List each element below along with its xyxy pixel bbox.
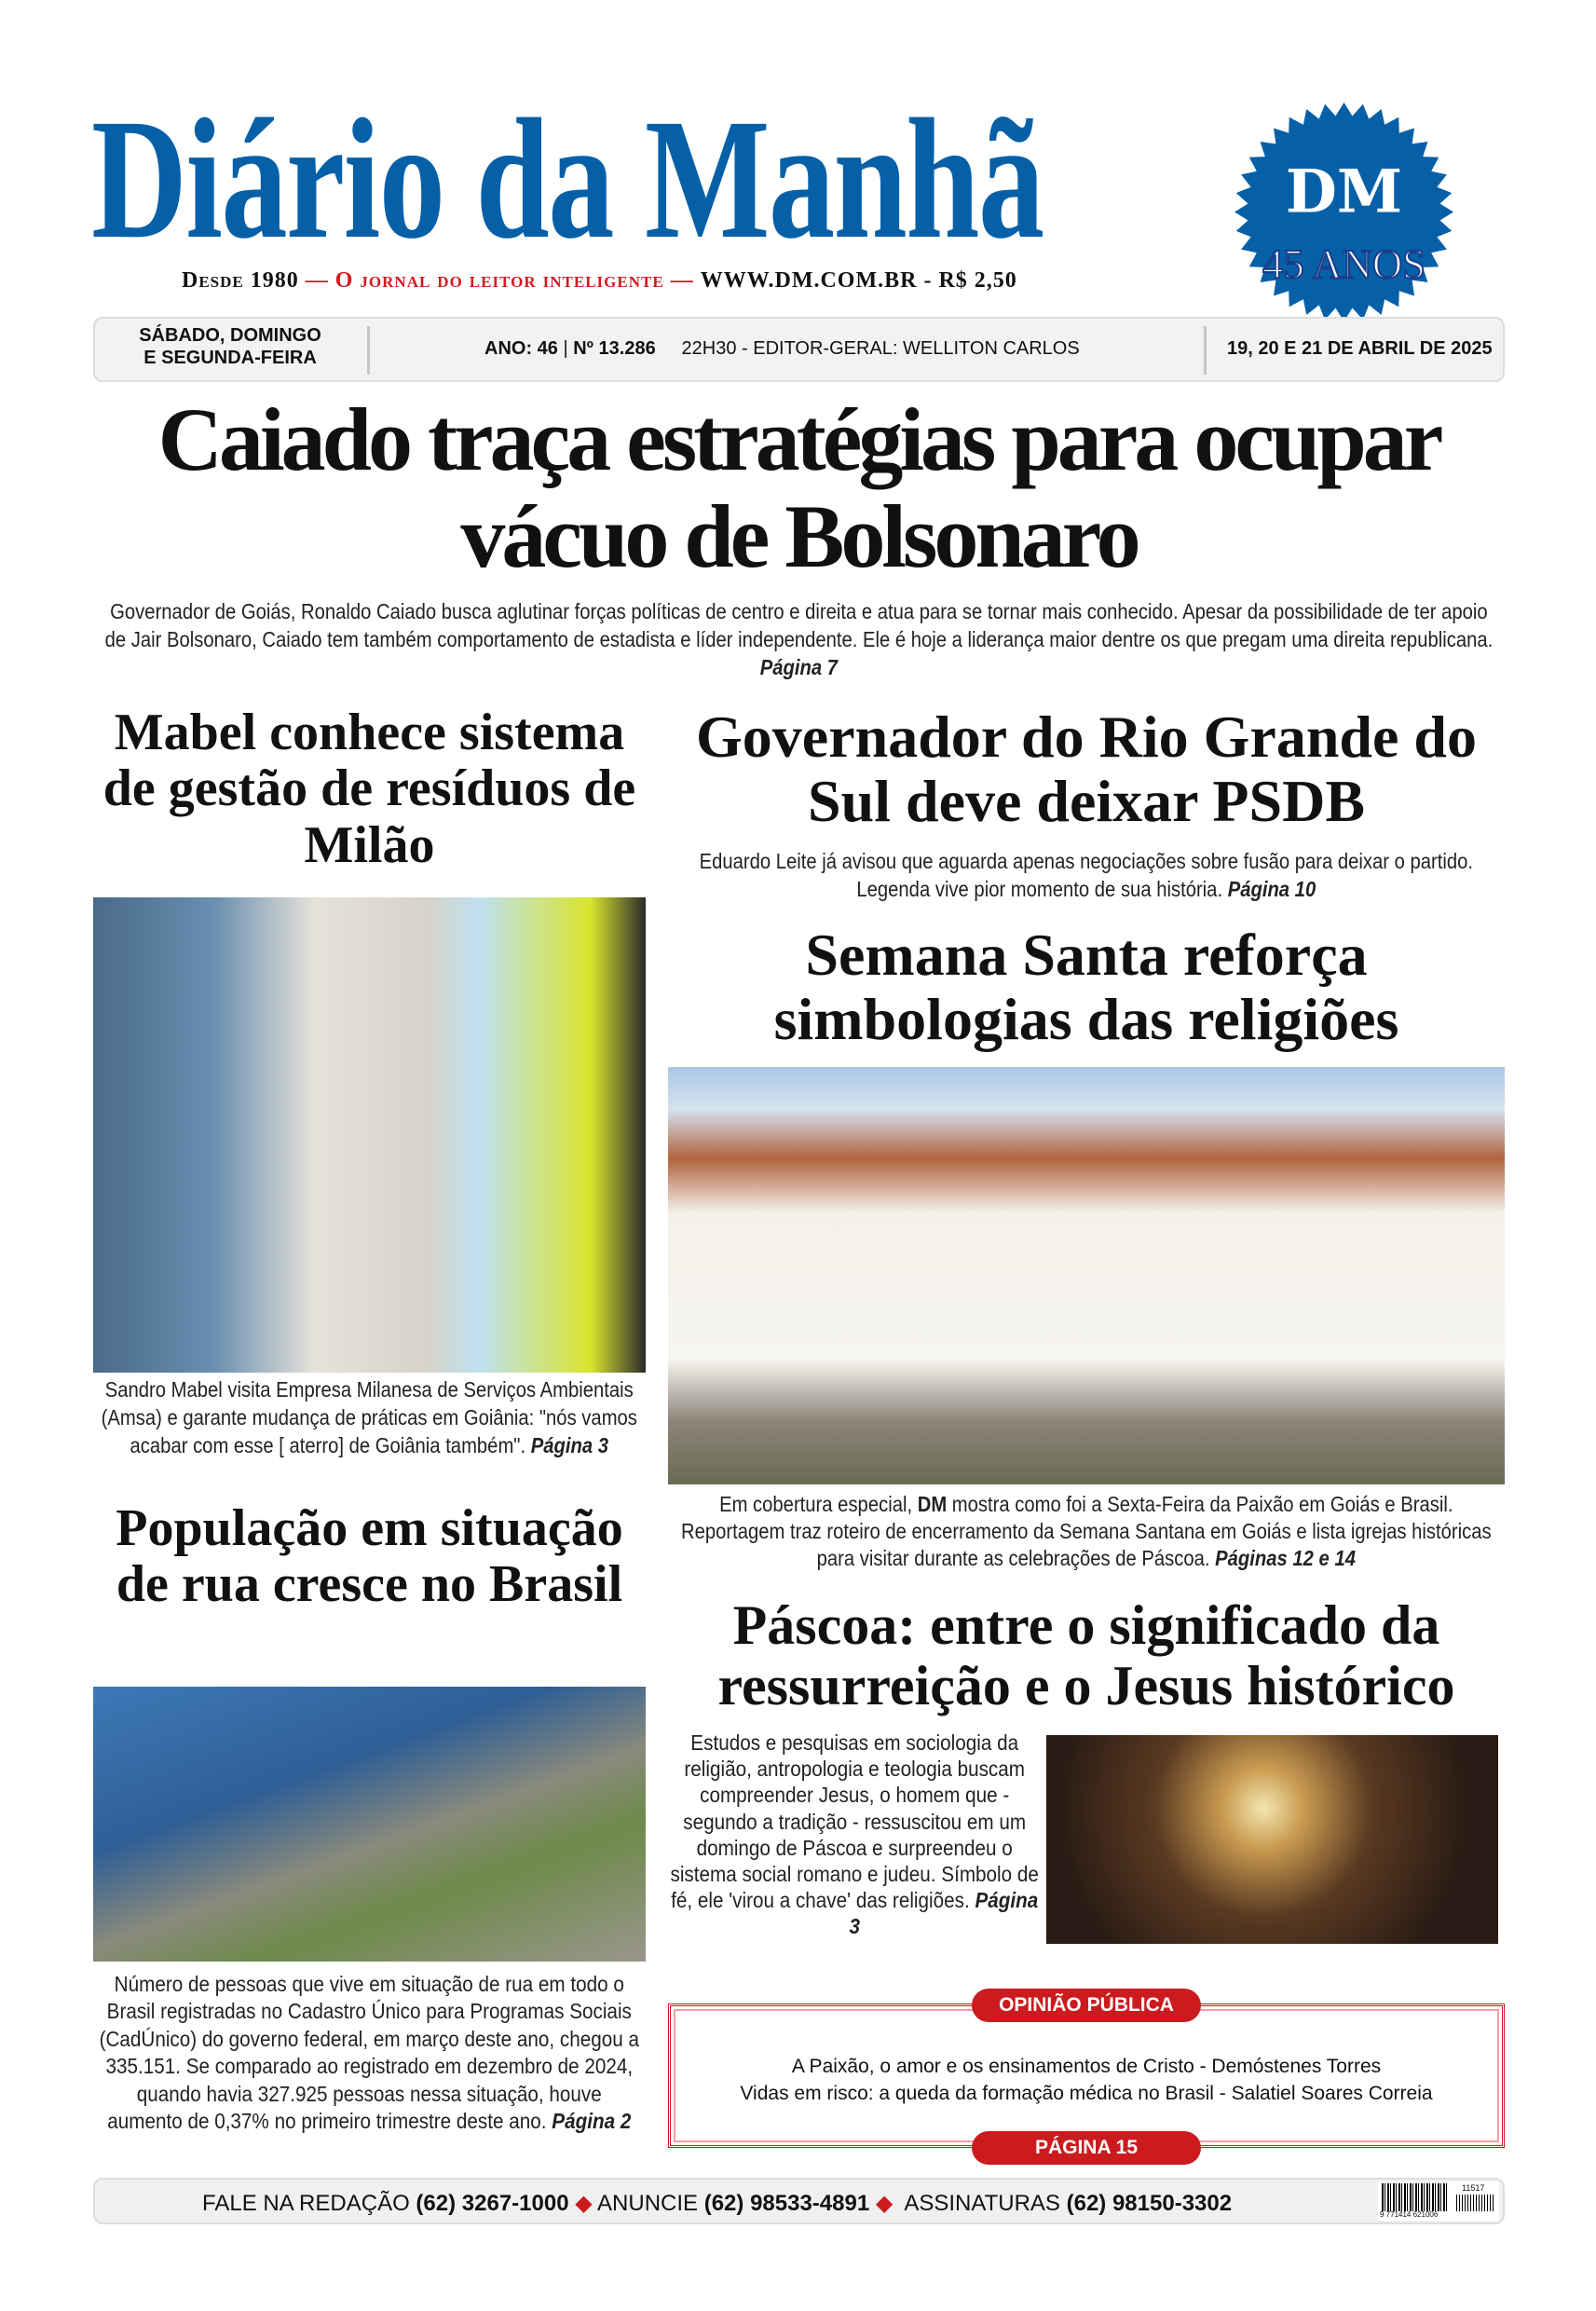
since-text: Desde 1980 [182,268,299,293]
story-caption [668,1491,1505,1571]
tagline [182,268,1017,294]
page-ref[interactable]: Página 3 [530,1432,608,1457]
subscriptions-phone[interactable]: (62) 98150-3302 [1066,2191,1233,2216]
days-line: SÁBADO, DOMINGO [139,325,321,346]
diamond-icon: ◆ [575,2191,593,2216]
opinion-page-ref[interactable]: PÁGINA 15 [972,2131,1201,2165]
issue-number: 13.286 [598,338,656,359]
main-deck [98,598,1500,682]
editor-name: WELLITON CARLOS [903,338,1080,359]
caption-text: Estudos e pesquisas em sociologia da religião, antropologia e teologia buscam compreender Jesus, o homem que - segundo a tradição - ressuscitou em um domingo de Páscoa e surpreendeu o sistema social romano e judeu. Símbolo de fé, ele 'virou a chave' das religiões. [670,1730,1039,1913]
dm-mention: DM [917,1492,948,1516]
issue-details: ANO: 46 | Nº 13.286 22H30 - EDITOR-GERAL: WELLITON CARLOS [484,338,1080,359]
edition-days [95,324,365,369]
opinion-list [671,2053,1502,2107]
story-headline[interactable]: População em situação de rua cresce no Brasil [116,1499,623,1614]
ads-phone[interactable]: (62) 98533-4891 [703,2191,870,2216]
newsroom-phone[interactable]: (62) 3267-1000 [416,2191,569,2216]
opinion-item[interactable]: A Paixão, o amor e os ensinamentos de Cristo - Demóstenes Torres [791,2056,1382,2077]
opinion-item[interactable]: Vidas em risco: a queda da formação médica no Brasil - Salatiel Soares Correia [740,2083,1433,2104]
main-headline[interactable]: Caiado traça estratégias para ocupar vácuo de Bolsonaro [157,390,1440,586]
diamond-icon: ◆ [875,2191,893,2216]
time: 22H30 [681,338,737,359]
caption-text: Eduardo Leite já avisou que aguarda apenas negociações sobre fusão para deixar o partido. Legenda vive pior momento de sua história. [699,849,1474,901]
editor-label: EDITOR-GERAL: [753,338,898,359]
page-ref[interactable]: Página 2 [552,2108,632,2133]
story-caption [98,1376,641,1460]
photo-resurrection [1046,1735,1498,1944]
caption-text: Número de pessoas que vive em situação de rua em todo o Brasil registradas no Cadastro Único para Programas Sociais (CadÚnico) do governo federal, em março deste ano, chegou a 335.151. Se comparado ao registrado em dezembro de 2024, quando havia 327.925 pessoas nessa situação, houve aumento de 0,37% no primeiro trimestre deste ano. [99,1972,639,2133]
divider [1204,326,1207,375]
motto: O jornal do leitor inteligente [334,268,664,293]
caption-text: mostra como foi a Sexta-Feira da Paixão em Goiás e Brasil. Reportagem traz roteiro de encerramento da Semana Santana em Goiás e lista igrejas históricas para visitar durante as celebrações de Páscoa. [680,1492,1492,1570]
opinion-box [668,2003,1505,2148]
issue-date: 19, 20 E 21 DE ABRIL DE 2025 [1227,338,1493,359]
story-caption [668,1730,1041,1940]
barcode [1378,2181,1499,2221]
story-caption [98,1971,641,2135]
year-label: ANO: [484,338,533,359]
masthead-logo: Diário da Manhã [91,84,1044,275]
contact-line [202,2190,1232,2217]
dash: — [663,268,701,293]
photo-mabel-visit [93,897,646,1373]
page-ref[interactable]: Página 3 [849,1888,1039,1939]
barcode-number: 9 771414 621006 [1380,2210,1439,2219]
story-headline[interactable]: Semana Santa reforça simbologias das religiões [773,922,1399,1053]
page-ref[interactable]: Página 7 [759,654,839,679]
days-line: E SEGUNDA-FEIRA [143,348,317,368]
footer-contact-bar [93,2178,1505,2224]
story-headline[interactable]: Governador do Rio Grande do Sul deve deixar PSDB [696,704,1477,835]
caption-text: Sandro Mabel visita Empresa Milanesa de Serviços Ambientais (Amsa) e garante mudança de práticas em Goiânia: "nós vamos acabar com esse [ aterro] de Goiânia também". [101,1377,637,1457]
photo-church [668,1067,1505,1484]
badge-years: 45 ANOS [1262,240,1425,287]
barcode-bars [1382,2183,1449,2211]
price: - R$ 2,50 [917,268,1017,293]
subscriptions-label: ASSINATURAS [904,2191,1060,2216]
dash: — [298,268,335,293]
issue-info-bar [93,317,1505,382]
website-link[interactable]: WWW.DM.COM.BR [700,268,918,293]
year: 46 [537,338,558,359]
issue-label: Nº [573,338,593,359]
badge-initials: DM [1285,156,1403,226]
barcode-addon: 11517 [1462,2183,1485,2193]
page-ref[interactable]: Página 10 [1227,876,1316,901]
anniversary-badge [1235,103,1453,321]
story-headline[interactable]: Mabel conhece sistema de gestão de resíduos de Milão [102,704,636,874]
deck-text: Governador de Goiás, Ronaldo Caiado busca aglutinar forças políticas de centro e direita e atua para se tornar mais conhecido. Apesar da possibilidade de ter apoio de Jair Bolsonaro, Caiado tem também comportamento de estadista e líder independente. Ele é hoje a liderança maior dentre os que pregam uma direita republicana. [104,599,1494,651]
story-caption [668,848,1505,904]
ads-label: ANUNCIE [597,2191,699,2216]
page-ref[interactable]: Páginas 12 e 14 [1215,1545,1356,1570]
caption-text: Em cobertura especial, [719,1492,918,1516]
opinion-label: OPINIÃO PÚBLICA [972,1989,1201,2022]
barcode-addon-bars [1456,2195,1494,2211]
newsroom-label: FALE NA REDAÇÃO [202,2191,410,2216]
photo-homeless-cart [93,1687,646,1962]
story-headline[interactable]: Páscoa: entre o significado da ressurreição e o Jesus histórico [717,1594,1455,1716]
divider [367,326,370,375]
